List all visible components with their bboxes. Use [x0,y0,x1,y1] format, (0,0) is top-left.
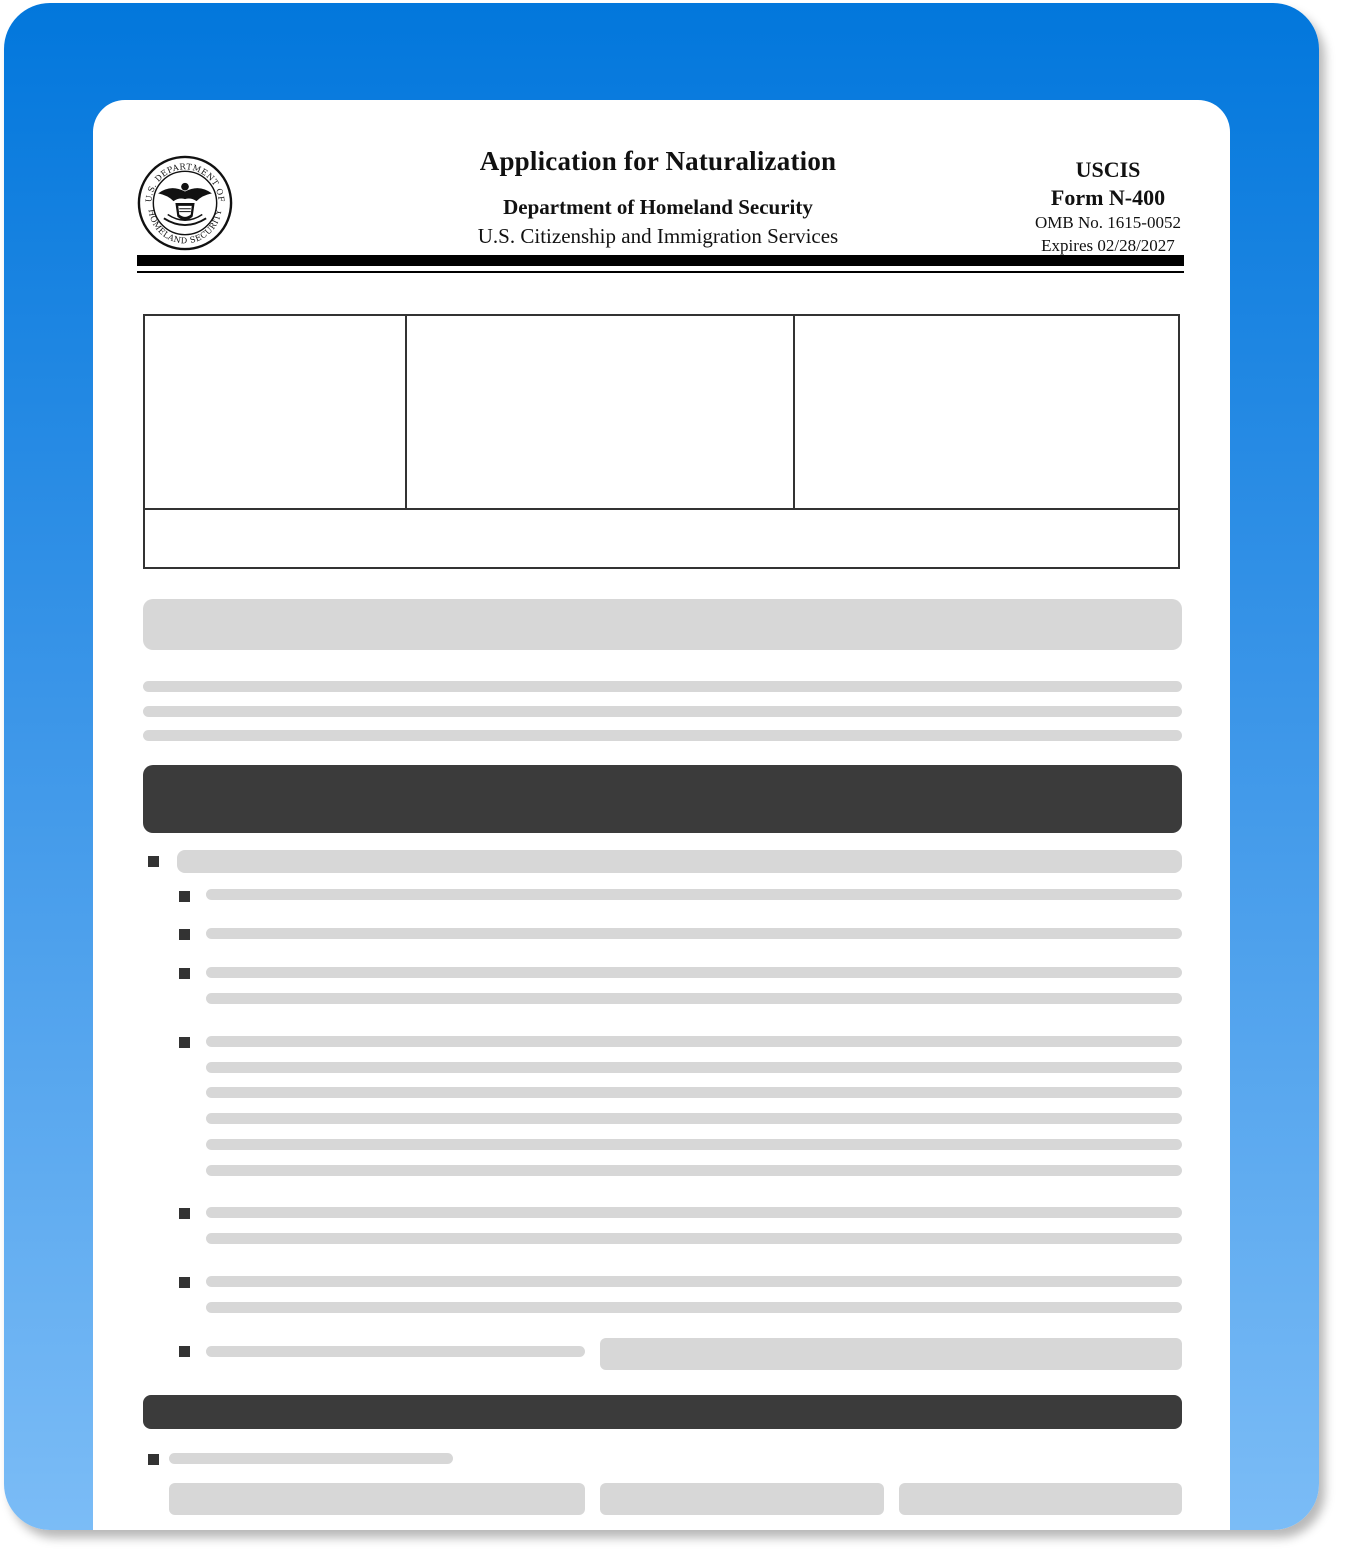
bullet-marker [179,968,190,979]
office-use-box [143,314,1180,569]
input-field-placeholder[interactable] [600,1338,1182,1370]
item-heading-placeholder [177,850,1182,873]
instructions-heading-placeholder [143,599,1182,650]
text-line-placeholder [206,1302,1182,1313]
omb-number: OMB No. 1615-0052 [1035,213,1181,232]
text-line-placeholder [206,1036,1182,1047]
text-line-placeholder [206,1062,1182,1073]
text-line-placeholder [143,730,1182,741]
text-line-placeholder [206,928,1182,939]
form-title-block [423,146,893,249]
text-line-placeholder [169,1453,453,1464]
office-use-row [145,508,1180,569]
text-line-placeholder [206,1165,1182,1176]
bullet-marker [179,891,190,902]
text-line-placeholder [206,1346,585,1357]
section-header-band [143,765,1182,833]
form-title: Application for Naturalization [479,146,837,176]
form-page [93,100,1230,1530]
text-line-placeholder [206,1207,1182,1218]
text-line-placeholder [143,706,1182,717]
header-rule-thick [137,255,1184,266]
text-line-placeholder [206,967,1182,978]
text-line-placeholder [206,1276,1182,1287]
text-line-placeholder [206,1139,1182,1150]
text-line-placeholder [206,1087,1182,1098]
office-use-cell-1 [145,316,407,510]
bullet-marker [179,1037,190,1048]
bullet-marker [148,1454,159,1465]
form-id-block [1023,157,1193,256]
header-rule-thin [137,271,1184,273]
office-use-cell-2 [407,316,795,510]
bullet-marker [179,1208,190,1219]
bullet-marker [179,1277,190,1288]
text-line-placeholder [206,1233,1182,1244]
form-agency: USCIS [1075,157,1141,182]
text-line-placeholder [143,681,1182,692]
svg-text:HOMELAND SECURITY: HOMELAND SECURITY [146,208,224,246]
svg-text:U.S. DEPARTMENT OF: U.S. DEPARTMENT OF [143,161,227,203]
bullet-marker [179,1346,190,1357]
dhs-seal-icon [137,155,233,251]
text-line-placeholder [206,993,1182,1004]
office-use-cell-3 [795,316,1180,510]
text-line-placeholder [206,889,1182,900]
input-field-placeholder[interactable] [899,1483,1182,1515]
bullet-marker [179,929,190,940]
bullet-marker [148,856,159,867]
form-number: Form N-400 [1050,185,1166,210]
input-field-placeholder[interactable] [600,1483,884,1515]
department-name: Department of Homeland Security [503,195,813,219]
text-line-placeholder [206,1113,1182,1124]
expiration-date: Expires 02/28/2027 [1041,236,1175,255]
agency-name: U.S. Citizenship and Immigration Services [477,224,839,248]
section-header-band [143,1395,1182,1429]
background-frame [4,3,1319,1530]
input-field-placeholder[interactable] [169,1483,585,1515]
